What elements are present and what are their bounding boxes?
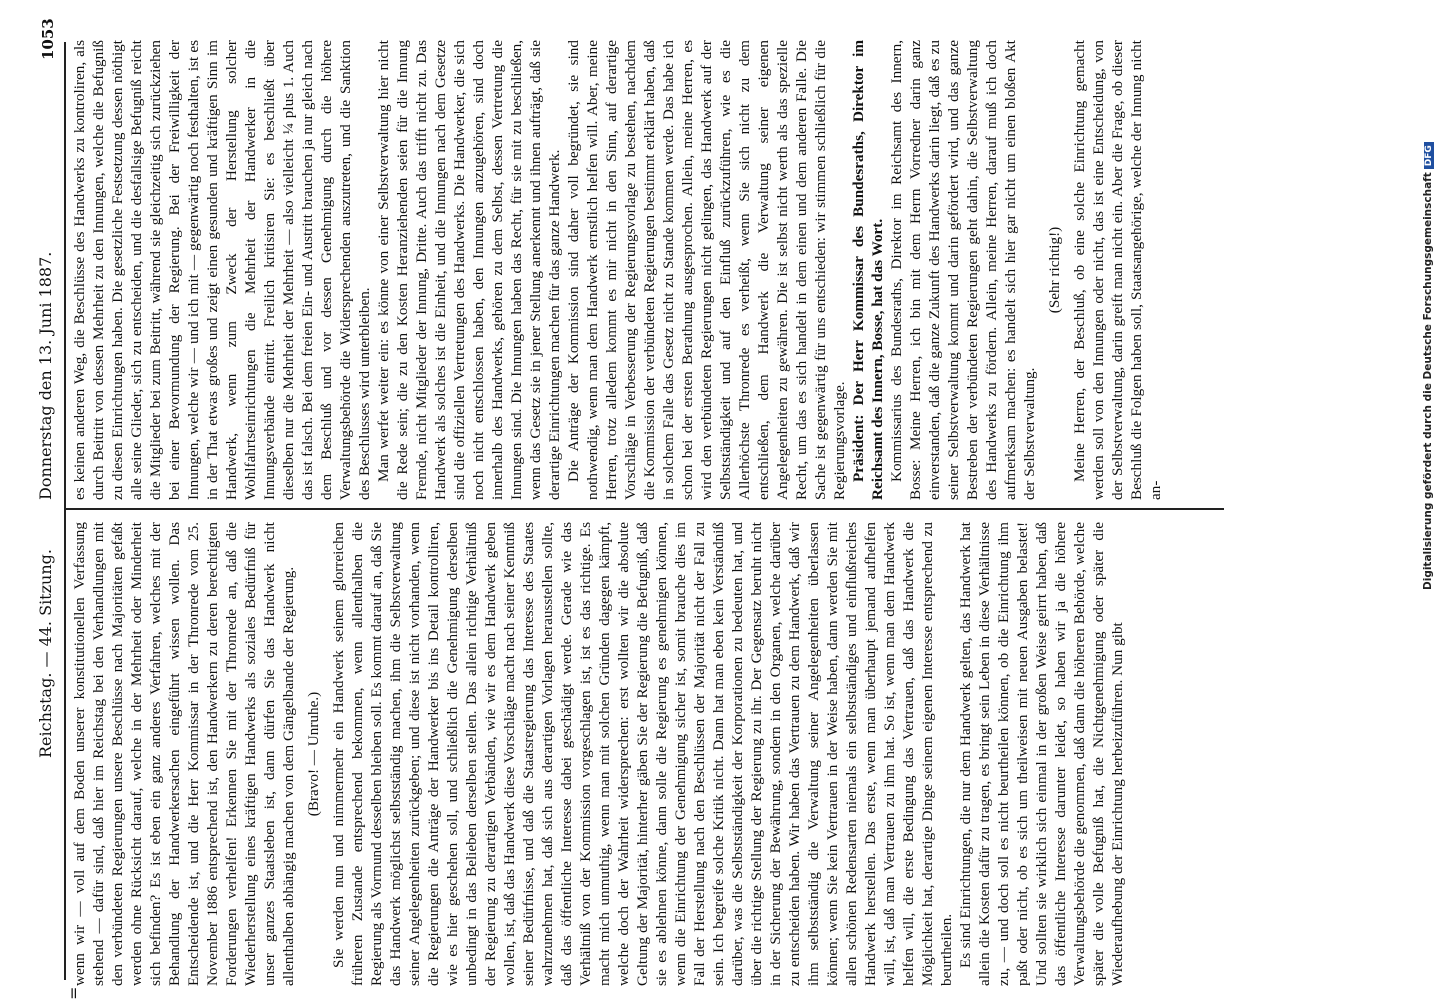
- paragraph: Es sind Einrichtungen, die nur dem Handwerk gelten, das Handwerk hat allein die Kosten dafür zu tragen, es bringt sein Leben in diese Verhältnisse zu, — und doch soll es nicht beurtheilen können, ob die Einrichtung ihm paßt oder nicht, ob es sich um theilweisen mit neuen Ausgaben belastet! Und sollten sie wirklich sich einmal in der großen Weise geirrt haben, daß das öffentliche Interesse darunter leidet, so haben wir ja die höhere Verwaltungsbehörde die genommen, daß dann die höheren Behörde, welche später die volle Befugniß hat, die Nichtgenehmigung oder später die Wiederaufhebung der Einrichtung herbeizuführen. Nun gibt: [957, 522, 1126, 986]
- column-divider: [64, 508, 1224, 510]
- speaker-announcement: Präsident: Der Herr Kommissar des Bundesraths, Direktor im Reichsamt des Innern, Bosse, hat das Wort.: [850, 40, 886, 500]
- dfg-logo: DFG: [1424, 142, 1434, 169]
- section-header: Reichstag. — 44. Sitzung.: [36, 549, 55, 758]
- paragraph: wenn wir — voll auf dem Boden unserer konstitutionellen Verfassung stehend — dafür sind, daß hier im Reichstag bei den Verhandlungen mit den verbündeten Regierungen unsere Beschlüsse nach Majoritäten gefaßt werden ohne Rücksicht darauf, welche in der Mehrheit oder Minderheit sich befinden? Es ist eben ein ganz anderes Verfahren, welches mit der Behandlung der Handwerkersachen eingeführt wissen wollen. Das Entscheidende ist, und die Herr Kommissar in der Thronrede vom 25. November 1886 entsprechend ist, den Handwerkern zu deren berechtigten Forderungen verhelfen! Erkennen Sie mit der Thronrede an, daß die Wiederherstellung eines kräftigen Handwerks als soziales Bedürfniß für unser ganzes Staatsleben ist, dann dürfen Sie das Handwerk nicht allenthalben abhängig machen von dem Gängelbande der Regierung.: [71, 522, 297, 986]
- interjection: (Bravo! — Unruhe.): [305, 691, 322, 817]
- paragraph: Die Anträge der Kommission sind daher voll begründet, sie sind nothwendig, wenn man dem Handwerk ernstlich helfen will. Aber, meine Herren, trotz alledem kommt es mir nicht in den Sinn, auf derartige Vorschläge in Verbesserung der Regierungsvorlage zu bestehen, nachdem die Kommission der verbündeten Regierungen bestimmt erklärt haben, daß in solchem Falle das Gesetz nicht zu Stande kommen werde. Das habe ich schon bei der ersten Berathung ausgesprochen. Allein, meine Herren, es wird den verbündeten Regierungen nicht gelingen, das Handwerk auf der Selbstständigkeit und auf den Einfluß zurückzuführen, wie es die Allerhöchste Thronrede es verheißt, wenn Sie sich nicht zu dem entschließen, dem Handwerk die Verwaltung seiner eigenen Angelegenheiten zu gewähren. Die ist selbst nicht werth als das spezielle Recht, um das es sich handelt in dem einen und dem anderen Falle. Die Sache ist gegenwärtig für uns entschieden: wir stimmen schließlich für die Regierungsvorlage.: [565, 40, 848, 500]
- text-column-left: [70, 522, 1220, 986]
- date-header: Donnerstag den 13. Juni 1887.: [36, 251, 55, 500]
- text-column-right: [70, 40, 1220, 500]
- paragraph: Man werfet weiter ein: es könne von einer Selbstverwaltung hier nicht die Rede sein; die zu den Kosten Heranziehenden seien für die Innung Fremde, nicht Mitglieder der Innung, Dritte. Auch das trifft nicht zu. Das Handwerk als solches ist die Einheit, und die Innungen nach dem Gesetze sind die offiziellen Vertretungen des Handwerks. Die Handwerker, die sich noch nicht entschlossen haben, den Innungen anzugehören, sind doch innerhalb des Handwerks, gehören zu dem Selbst, dessen Vertretung die Innungen sind. Die Innungen haben das Recht, für sie mit zu beschließen, wenn das Gesetz sie in jener Stellung anerkennt und ihnen aufträgt, daß sie derartige Einrichtungen machen für das ganze Handwerk.: [375, 40, 563, 500]
- header-rule: [64, 42, 66, 980]
- paragraph: Sie werden nun und nimmermehr ein Handwerk seinem glorreichen früheren Zustande entsprechend bekommen, wenn allenthalben die Regierung als Vormund desselben bleiben soll. Es kommt darauf an, daß Sie das Handwerk möglichst selbstständig machen, ihm die Selbstverwaltung seiner Angelegenheiten zurückgeben; und diese ist nicht vorhanden, wenn die Regierungen die Anträge der Handwerker bis ins Detail kontrolliren, wie es hier geschehen soll, und schließlich die Genehmigung derselben unbedingt in das Belieben derselben stellen. Das allein richtige Verhältniß der Regierung zu derartigen Verbänden, wie wir es dem Handwerk geben wollen, ist, daß das Handwerk diese Vorschläge macht nach seiner Kenntniß seiner Bedürfnisse, und daß die Staatsregierung das Interesse des Staates wahrzunehmen hat, daß sich aus derartigen Vorlagen herausstellen sollte, daß das öffentliche Interesse dabei geschädigt werde. Gerade wie das Verhältniß von der Kommission vorgeschlagen ist, ist es das richtige. Es macht mich unmuthig, wenn man mit solchen Gründen dagegen kämpft, welche doch der Wahrheit widersprechen: erst wollten wir die absolute Geltung der Majorität, hinterher gäben Sie der Regierung die Befugniß, daß sie es ablehnen könne, dann solle die Regierung es genehmigen können, wenn die Einrichtung der Genehmigung sicher ist, somit brauche dies im Fall der Herstellung nach den Beschlüssen der Majorität nicht der Fall zu sein. Ich begreife solche Kritik nicht. Dann hat man eben kein Verständniß darüber, was die Selbstständigkeit der Korporationen zu bedeuten hat, und über die richtige Stellung der Regierung zu ihr. Der Gegensatz beruht nicht in der Sicherung der Bewährung, sondern in den Organen, welche darüber zu entscheiden haben. Wir haben das Vertrauen zu dem Handwerk, daß wir ihm selbstständig die Verwaltung seiner Angelegenheiten überlassen können; wenn Sie kein Vertrauen in der Weise haben, dann werden Sie mit allen schönen Redensarten niemals ein selbstständiges und einflußreiches Handwerk herstellen. Das erste, wenn man überhaupt jemand aufhelfen will, ist, daß man Vertrauen zu ihm hat. So ist, wenn man dem Handwerk helfen will, die erste Bedingung das Vertrauen, daß das Handwerk die Möglichkeit hat, derartige Dinge seinem eigenen Interesse entsprechend zu beurtheilen.: [330, 522, 955, 986]
- paragraph: es keinen anderen Weg, die Beschlüsse des Handwerks zu kontroliren, als durch Beitritt von dessen Mehrheit zu den Innungen, welche die Befugniß zu diesen Einrichtungen haben. Die gesetzliche Festsetzung dessen nöthigt alle seine Glieder, sich zu entscheiden, und die desfallsige Befugniß reicht die Mitglieder bei zum Beitritt, während sie gleichzeitig sich zurückziehen bei einer Bevormundung der Regierung. Bei der Freiwilligkeit der Innungen, welche wir — und ich mit — gegenwärtig noch festhalten, ist es in der That etwas großes und zeigt einen gesunden und kräftigen Sinn im Handwerk, wenn zum Zweck der Herstellung solcher Wohlfahrtseinrichtungen die Mehrheit der Handwerker in die Innungsverbände eintritt. Freilich kritisiren Sie: es beschließt über dieselben nur die Mehrheit der Mehrheit — also vielleicht ¼ plus 1. Auch das ist falsch. Bei dem freien Ein- und Austritt brauchen ja nur gleich nach dem Beschluß und vor dessen Genehmigung durch die höhere Verwaltungsbehörde die Widersprechenden auszutreten, und die Sanktion des Beschlusses wird unterbleiben.: [71, 40, 373, 500]
- paragraph: Kommissarius des Bundesraths, Direktor im Reichsamt des Innern, Bosse: Meine Herren, ich bin mit dem Herrn Vorredner darin ganz einverstanden, daß die ganze Zukunft des Handwerks darin liegt, daß es zu seiner Selbstverwaltung kommt und darin gefördert wird, und das ganze Bestreben der verbündeten Regierungen geht dahin, die Selbstverwaltung des Handwerks zu fördern. Allein, meine Herren, darauf muß ich doch aufmerksam machen: es handelt sich hier gar nicht um einen bloßen Akt der Selbstverwaltung.: [888, 40, 1038, 500]
- page-edge-marker: =: [64, 986, 83, 1000]
- interjection: (Sehr richtig!): [1046, 226, 1063, 314]
- paragraph: Meine Herren, der Beschluß, ob eine solche Einrichtung gemacht werden soll von den Innungen oder nicht, das ist eine Entscheidung, von der Selbstverwaltung, darin greift man nicht ein. Aber die Frage, ob dieser Beschluß die Folgen haben soll, Staatsangehörige, welche der Innung nicht an-: [1071, 40, 1164, 500]
- digitization-notice: Digitalisierung gefördert durch die Deutsche ForschungsgemeinschaftDFG: [1422, 142, 1434, 590]
- page-number: 1053: [39, 18, 57, 60]
